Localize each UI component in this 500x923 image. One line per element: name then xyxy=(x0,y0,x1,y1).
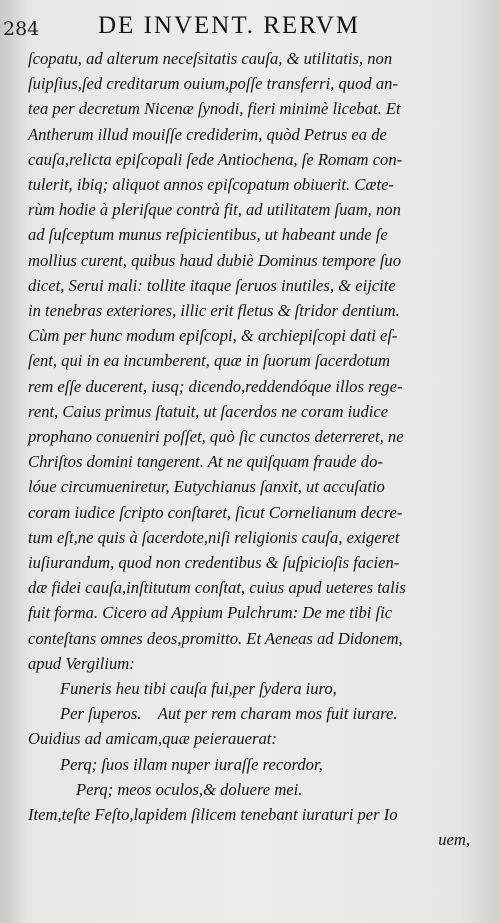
text-line: apud Vergilium: xyxy=(28,653,135,673)
page-number: 284 xyxy=(3,18,40,40)
text-line: ad ſuſceptum munus reſpicientibus, ut habeant unde ſe xyxy=(28,225,388,245)
text-line: ſuipſius,ſed creditarum ouium,poſſe transferri, quod an- xyxy=(28,74,398,94)
text-line: rent, Caius primus ſtatuit, ut ſacerdos ne coram iudice xyxy=(28,401,389,421)
text-line: tum eſt,ne quis à ſacerdote,niſi religionis cauſa, exigeret xyxy=(28,527,400,547)
text-line: in tenebras exteriores, illic erit fletus & ſtridor dentium. xyxy=(28,301,400,321)
text-line: ſent, qui in ea incumberent, quæ in ſuorum ſacerdotum xyxy=(28,351,390,371)
body-text xyxy=(28,46,476,853)
text-line: cauſa,relicta epiſcopali ſede Antiochena, ſe Romam con- xyxy=(28,149,403,169)
text-line: coram iudice ſcripto conſtaret, ſicut Cornelianum decre- xyxy=(28,502,403,522)
text-line: Ouidius ad amicam,quæ peierauerat: xyxy=(28,729,277,749)
text-line: rem eſſe ducerent, iusq; dicendo,reddendóque illos rege- xyxy=(28,376,403,396)
text-line: rùm hodie à pleriſque contrà fit, ad utilitatem ſuam, non xyxy=(28,200,401,220)
text-line: dæ fidei cauſa,inſtitutum conſtat, cuius apud ueteres talis xyxy=(28,578,406,598)
verse-line: Perq; meos oculos,& doluere mei. xyxy=(76,779,303,799)
text-line: prophano conueniri poſſet, quò ſic cunctos deterreret, ne xyxy=(28,427,404,447)
verse-line: Perq; ſuos illam nuper iuraſſe recordor, xyxy=(60,754,323,774)
text-line: ſcopatu, ad alterum neceſsitatis cauſa, & utilitatis, non xyxy=(28,49,393,68)
text-line: Antherum illud mouiſſe crediderim, quòd Petrus ea de xyxy=(28,124,387,144)
text-line: Item,teſte Feſto,lapidem ſilicem tenebant iuraturi per Io xyxy=(28,805,398,825)
verse-line: Per ſuperos. Aut per rem charam mos fuit iurare. xyxy=(60,704,398,724)
text-line: dicet, Serui mali: tollite itaque ſeruos inutiles, & eijcite xyxy=(28,275,396,295)
text-line: lóue circumueniretur, Eutychianus ſanxit, ut accuſatio xyxy=(28,477,385,497)
text-line: iuſiurandum, quod non credentibus & ſuſpicioſis facien- xyxy=(28,553,400,573)
text-line: Chriſtos domini tangerent. At ne quiſquam fraude do- xyxy=(28,452,383,472)
text-line: conteſtans omnes deos,promitto. Et Aeneas ad Didonem, xyxy=(28,628,403,648)
text-line: tulerit, ibiq; aliquot annos epiſcopatum obiuerit. Cæte- xyxy=(28,175,394,195)
page-header xyxy=(0,6,500,40)
running-head: DE INVENT. RERVM xyxy=(98,12,361,39)
text-line: mollius curent, quibus haud dubiè Dominus tempore ſuo xyxy=(28,250,402,270)
verse-line: Funeris heu tibi cauſa fui,per ſydera iuro, xyxy=(60,679,337,699)
text-line: Cùm per hunc modum epiſcopi, & archiepiſcopi dati eſ- xyxy=(28,326,398,346)
text-line: tea per decretum Nicenæ ſynodi, fieri minimè licebat. Et xyxy=(28,99,401,119)
text-line: fuit forma. Cicero ad Appium Pulchrum: De me tibi ſic xyxy=(28,603,393,623)
catchword-line: uem, xyxy=(438,830,470,850)
